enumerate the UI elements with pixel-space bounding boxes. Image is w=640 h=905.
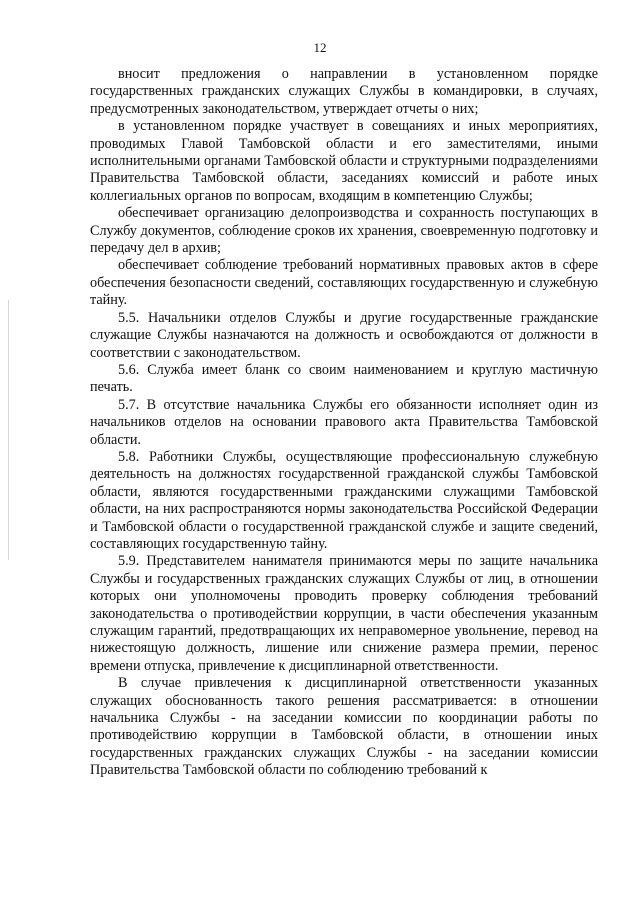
clause-5-7: 5.7. В отсутствие начальника Службы его обязанности исполняет один из начальников отделов на основании правового акта Правительства Тамбовской области. xyxy=(90,396,598,448)
page-number: 12 xyxy=(313,40,327,55)
paragraph-disciplinary: В случае привлечения к дисциплинарной ответственности указанных служащих обоснованность такого решения рассматривается: в отношении начальника Службы - на заседании комиссии по координации работы по противодействию коррупции в Тамбовской области, в отношении иных государственных гражданских служащих Службы - на заседании комиссии Правительства Тамбовской области по соблюдению требований к xyxy=(90,675,598,779)
clause-5-9: 5.9. Представителем нанимателя принимаются меры по защите начальника Службы и государственных гражданских служащих Службы от лиц, в отношении которых они уполномочены проводить проверку соблюдения требований законодательства о противодействии коррупции, в части обеспечения указанным служащим гарантий, предотвращающих их неправомерное увольнение, перевод на нижестоящую должность, лишение или снижение размера премии, перенос времени отпуска, привлечение к дисциплинарной ответственности. xyxy=(90,553,598,674)
document-body xyxy=(90,66,598,780)
clause-5-6: 5.6. Служба имеет бланк со своим наименованием и круглую мастичную печать. xyxy=(90,361,598,396)
paragraph-records-management: обеспечивает организацию делопроизводства и сохранность поступающих в Службу документов, соблюдение сроков их хранения, своевременную подготовку и передачу дел в архив; xyxy=(90,205,598,257)
clause-5-8: 5.8. Работники Службы, осуществляющие профессиональную служебную деятельность на должностях государственной гражданской службы Тамбовской области, являются государственными гражданскими служащими Тамбовской области, на них распространяются нормы законодательства Российской Федерации и Тамбовской области о государственной гражданской службе и защите сведений, составляющих государственную тайну. xyxy=(90,448,598,552)
paragraph-secrecy: обеспечивает соблюдение требований нормативных правовых актов в сфере обеспечения безопасности сведений, составляющих государственную и служебную тайну. xyxy=(90,257,598,309)
paragraph-business-trips: вносит предложения о направлении в установленном порядке государственных гражданских служащих Службы в командировки, в случаях, предусмотренных законодательством, утверждает отчеты о них; xyxy=(90,66,598,117)
paragraph-meetings: в установленном порядке участвует в совещаниях и иных мероприятиях, проводимых Главой Тамбовской области и его заместителями, иными исполнительными органами Тамбовской области и структурными подразделениями Правительства Тамбовской области, заседаниях комиссий и работе иных коллегиальных органов по вопросам, входящим в компетенцию Службы; xyxy=(90,118,598,204)
clause-5-5: 5.5. Начальники отделов Службы и другие государственные гражданские служащие Службы назначаются на должность и освобождаются от должности в соответствии с законодательством. xyxy=(90,309,598,361)
scan-edge-mark xyxy=(8,300,9,560)
